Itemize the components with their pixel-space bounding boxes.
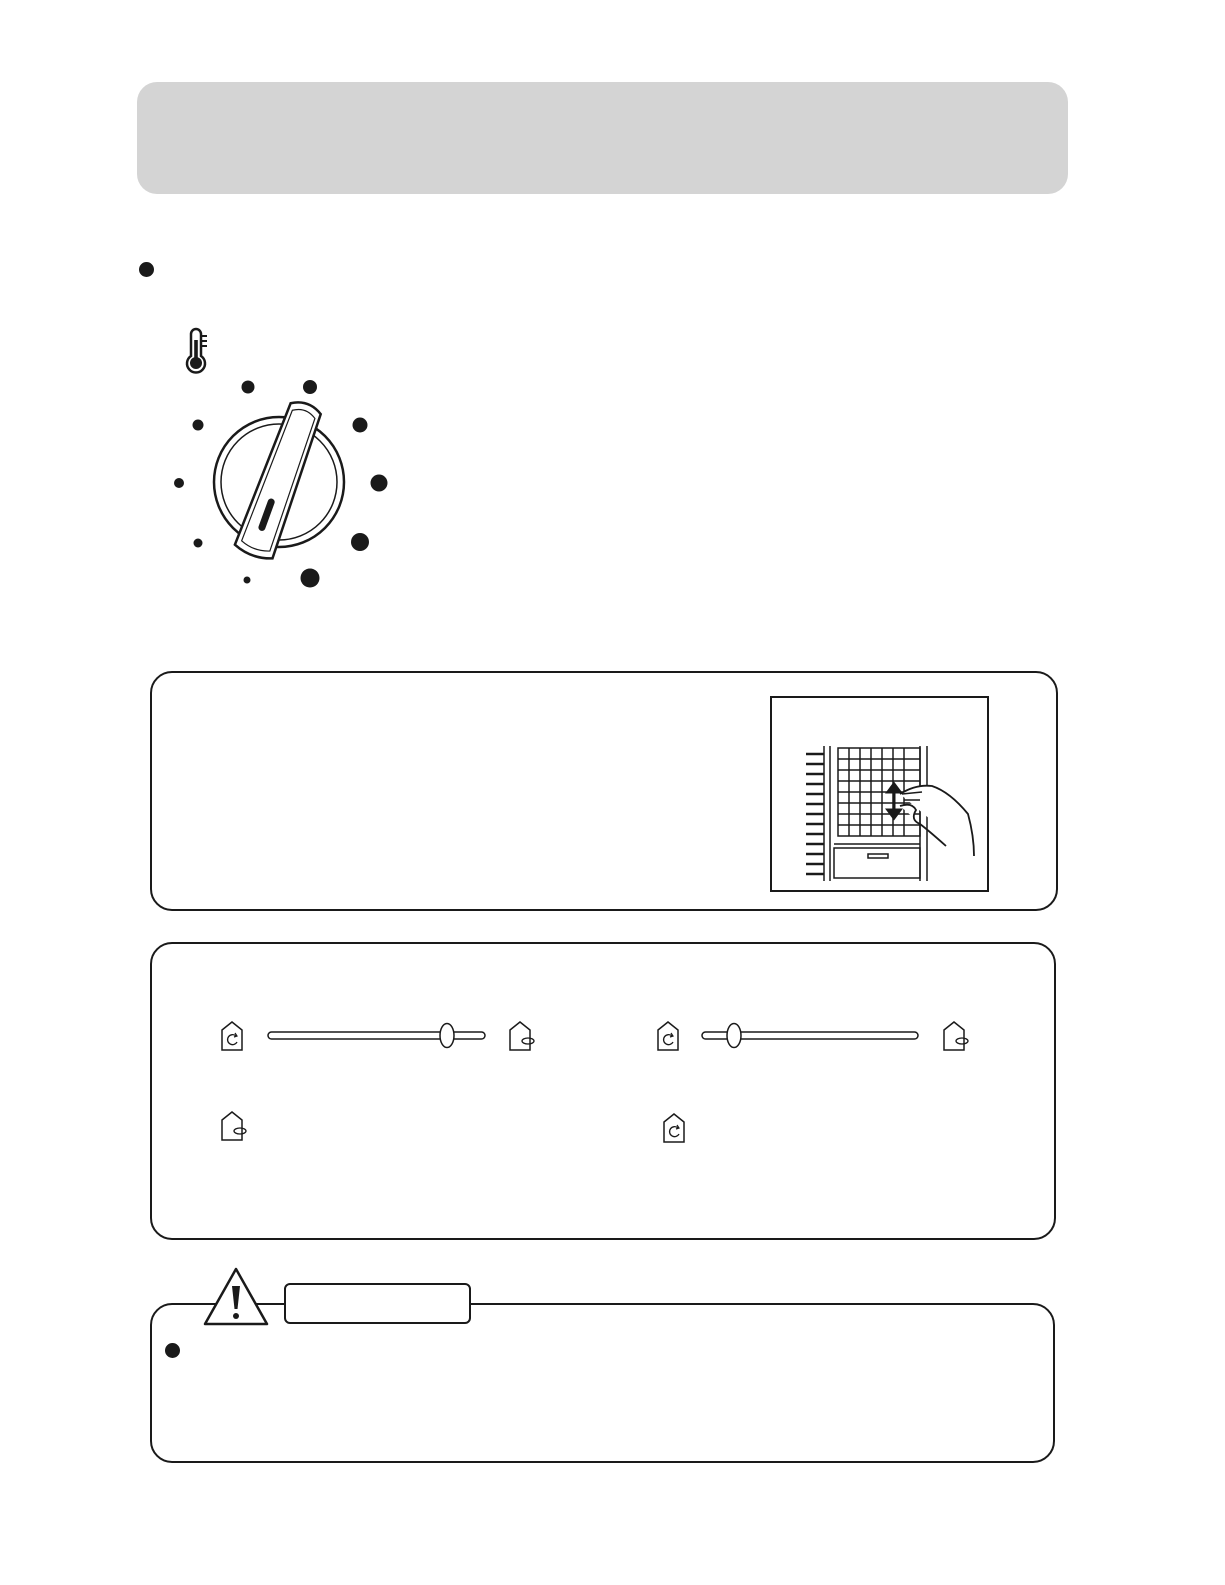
damper-icon-left-2 <box>656 1020 680 1052</box>
damper-slider-1-thumb <box>440 1024 454 1048</box>
damper-slider-1[interactable] <box>267 1022 487 1050</box>
warning-icon <box>202 1266 270 1328</box>
section-bullet <box>139 262 154 277</box>
damper-icon-left-1 <box>220 1020 244 1052</box>
caution-bullet <box>165 1343 180 1358</box>
damper-slider-2-thumb <box>727 1024 741 1048</box>
damper-control-panel <box>150 942 1056 1240</box>
section-header-band <box>137 82 1068 194</box>
damper-icon-right-1 <box>508 1020 540 1052</box>
caution-label-box <box>284 1283 472 1325</box>
thermometer-icon <box>180 330 214 374</box>
shelf-illustration <box>770 696 989 892</box>
damper-slider-2[interactable] <box>701 1022 921 1050</box>
temperature-dial[interactable] <box>160 370 400 600</box>
caution-panel <box>150 1303 1055 1463</box>
damper-icon-closed <box>220 1110 252 1142</box>
damper-icon-right-2 <box>942 1020 974 1052</box>
damper-icon-open <box>662 1112 686 1144</box>
